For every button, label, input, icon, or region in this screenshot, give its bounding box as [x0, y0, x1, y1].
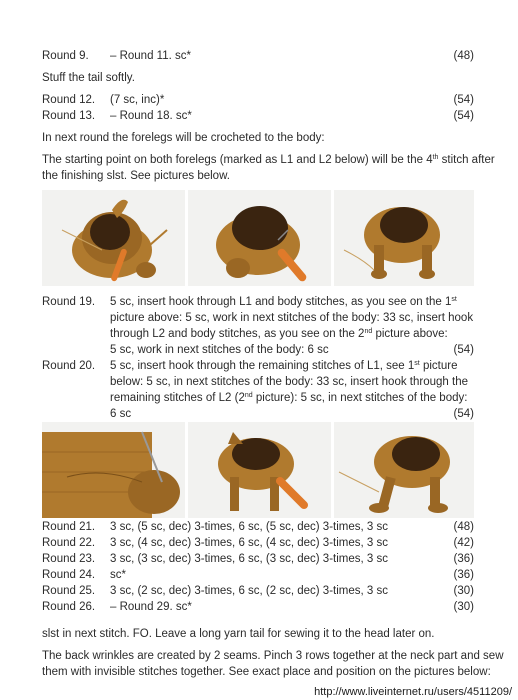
- instruction-line: below: 5 sc, in next stitches of the body: 33 sc, insert hook through the: [110, 376, 468, 388]
- round-instruction: – Round 18. sc*: [110, 110, 192, 122]
- instruction-line: [110, 406, 474, 422]
- round-label: Round 22.: [42, 537, 96, 549]
- text-part: 5 sc, insert hook through the remaining stitches of L1, see 1: [110, 360, 415, 372]
- round-instruction: 3 sc, (3 sc, dec) 3-times, 6 sc, (3 sc, dec) 3-times, 3 sc: [110, 553, 388, 565]
- text-part: remaining stitches of L2 (2: [110, 392, 245, 404]
- stitch-count: (48): [453, 521, 474, 533]
- round-label: Round 24.: [42, 569, 96, 581]
- stitch-count: (30): [453, 585, 474, 597]
- instruction-line: [110, 342, 474, 358]
- round-label: Round 20.: [42, 360, 96, 372]
- round-20-block: [42, 358, 474, 422]
- stitch-count: (36): [453, 553, 474, 565]
- foreleg-photo-3: [334, 190, 474, 286]
- slst-instruction: slst in next stitch. FO. Leave a long yarn tail for sewing it to the head later on.: [42, 628, 435, 640]
- round-label: Round 19.: [42, 296, 96, 308]
- round-instruction: – Round 29. sc*: [110, 601, 192, 613]
- stitch-count: (42): [453, 537, 474, 549]
- watermark-url[interactable]: http://www.liveinternet.ru/users/4511209/: [314, 686, 512, 698]
- round-25-row: [42, 583, 474, 600]
- round-19-block: [42, 294, 474, 358]
- stitch-count: (54): [453, 344, 474, 356]
- round-label: Round 9.: [42, 50, 89, 62]
- round-label: Round 12.: [42, 94, 96, 106]
- round-21-row: [42, 519, 474, 536]
- instruction-line: [110, 390, 474, 406]
- text-part: through L2 and body stitches, as you see on the 2: [110, 328, 365, 340]
- text-part: picture above:: [372, 328, 448, 340]
- body-photo-2: [188, 422, 331, 518]
- stitch-count: (54): [453, 408, 474, 420]
- stitch-count: (54): [453, 94, 474, 106]
- round-instruction: 3 sc, (5 sc, dec) 3-times, 6 sc, (5 sc, dec) 3-times, 3 sc: [110, 521, 388, 533]
- superscript: st: [414, 360, 420, 367]
- round-23-row: [42, 551, 474, 568]
- round-label: Round 25.: [42, 585, 96, 597]
- back-wrinkles-line1: The back wrinkles are created by 2 seams. Pinch 3 rows together at the neck part and sew: [42, 650, 504, 662]
- instruction-line: [110, 326, 474, 342]
- text-part: picture: [419, 360, 458, 372]
- round-instruction: (7 sc, inc)*: [110, 94, 165, 106]
- round-label: Round 26.: [42, 601, 96, 613]
- stitch-count: (30): [453, 601, 474, 613]
- starting-point-line1: [42, 152, 495, 168]
- stitch-count: (48): [453, 50, 474, 62]
- superscript: st: [451, 296, 457, 303]
- round-instruction: [110, 358, 474, 422]
- stitch-count: (36): [453, 569, 474, 581]
- stitch-count: (54): [453, 110, 474, 122]
- text-part: 5 sc, work in next stitches of the body: 6 sc: [110, 344, 329, 356]
- round-label: Round 23.: [42, 553, 96, 565]
- round-24-row: [42, 567, 474, 584]
- instruction-line: [110, 358, 474, 374]
- instruction-line: picture above: 5 sc, work in next stitches of the body: 33 sc, insert hook: [110, 312, 474, 324]
- round-instruction: 3 sc, (2 sc, dec) 3-times, 6 sc, (2 sc, dec) 3-times, 3 sc: [110, 585, 388, 597]
- superscript: th: [432, 154, 439, 161]
- round-instruction: 3 sc, (4 sc, dec) 3-times, 6 sc, (4 sc, dec) 3-times, 3 sc: [110, 537, 388, 549]
- round-instruction: sc*: [110, 569, 126, 581]
- stuff-tail-text: Stuff the tail softly.: [42, 72, 135, 84]
- round-26-row: [42, 599, 474, 616]
- text-part: The starting point on both forelegs (marked as L1 and L2 below) will be the 4: [42, 154, 433, 166]
- superscript: nd: [244, 392, 253, 399]
- round-9-row: [42, 48, 474, 65]
- text-part: stitch after: [438, 154, 495, 166]
- round-22-row: [42, 535, 474, 552]
- instruction-line: [110, 294, 474, 310]
- foreleg-photo-1: [42, 190, 185, 286]
- round-instruction: [110, 294, 474, 358]
- round-12-row: [42, 92, 474, 109]
- round-label: Round 13.: [42, 110, 96, 122]
- text-part: 5 sc, insert hook through L1 and body stitches, as you see on the 1: [110, 296, 452, 308]
- back-wrinkles-line2: them with invisible stitches together. See exact place and position on the pictures below:: [42, 666, 491, 678]
- foreleg-intro-text: In next round the forelegs will be crocheted to the body:: [42, 132, 325, 144]
- foreleg-photo-2: [188, 190, 331, 286]
- text-part: 6 sc: [110, 408, 132, 420]
- text-part: picture): 5 sc, in next stitches of the body:: [252, 392, 468, 404]
- round-13-row: [42, 108, 474, 125]
- superscript: nd: [364, 328, 373, 335]
- starting-point-line2: the finishing slst. See pictures below.: [42, 170, 230, 182]
- body-photo-1: [42, 422, 185, 518]
- round-instruction: – Round 11. sc*: [110, 50, 191, 62]
- round-label: Round 21.: [42, 521, 96, 533]
- body-photo-3: [334, 422, 474, 518]
